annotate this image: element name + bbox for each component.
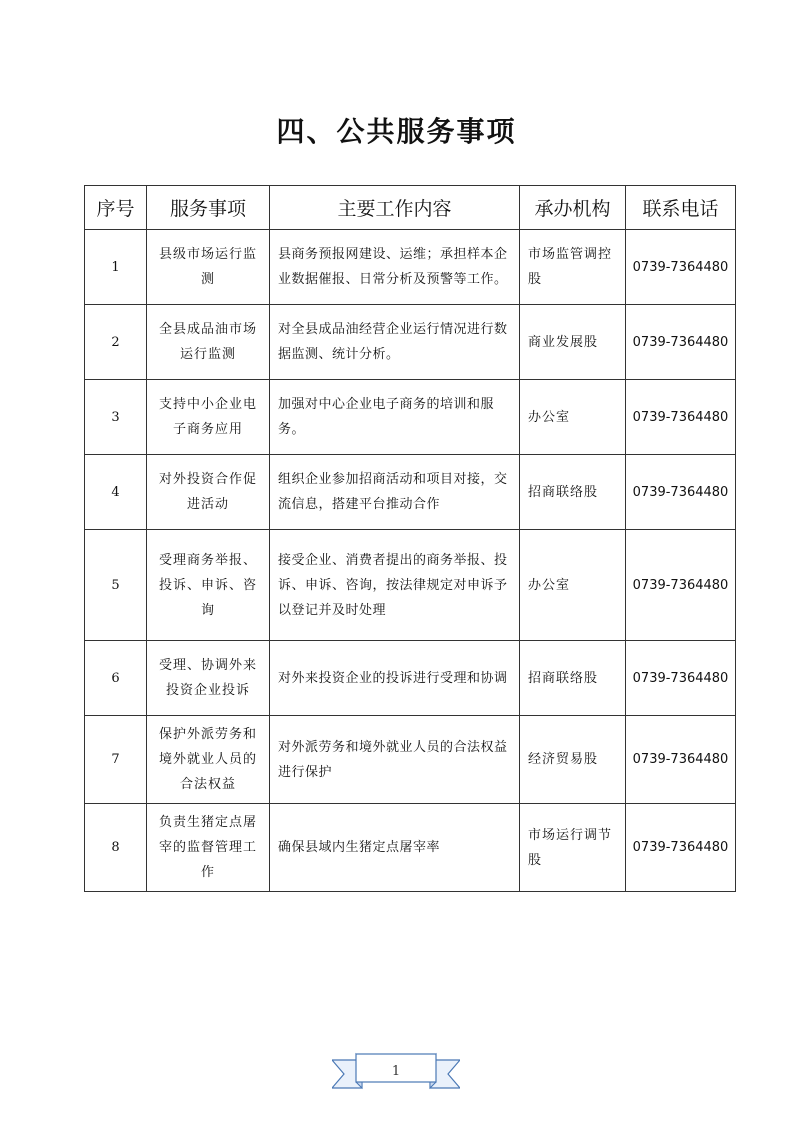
row-content: 确保县域内生猪定点屠宰率 — [270, 804, 520, 892]
row-index: 8 — [85, 804, 147, 892]
row-index: 5 — [85, 530, 147, 641]
row-content: 组织企业参加招商活动和项目对接，交流信息，搭建平台推动合作 — [270, 455, 520, 530]
row-content: 对全县成品油经营企业运行情况进行数据监测、统计分析。 — [270, 305, 520, 380]
row-content: 接受企业、消费者提出的商务举报、投诉、申诉、咨询，按法律规定对申诉予以登记并及时处理 — [270, 530, 520, 641]
row-content: 对外派劳务和境外就业人员的合法权益进行保护 — [270, 716, 520, 804]
row-phone: 0739-7364480 — [626, 230, 736, 305]
row-organization: 商业发展股 — [520, 305, 626, 380]
row-content: 对外来投资企业的投诉进行受理和协调 — [270, 641, 520, 716]
row-service-item: 受理商务举报、投诉、申诉、咨询 — [147, 530, 270, 641]
row-service-item: 受理、协调外来投资企业投诉 — [147, 641, 270, 716]
row-organization: 经济贸易股 — [520, 716, 626, 804]
row-service-item: 对外投资合作促进活动 — [147, 455, 270, 530]
row-index: 2 — [85, 305, 147, 380]
row-phone: 0739-7364480 — [626, 305, 736, 380]
row-organization: 办公室 — [520, 530, 626, 641]
page-number-ribbon — [332, 1052, 460, 1096]
header-service-item: 服务事项 — [147, 186, 270, 230]
service-table — [84, 185, 736, 892]
table-row — [85, 804, 736, 892]
table-row — [85, 641, 736, 716]
row-phone: 0739-7364480 — [626, 530, 736, 641]
header-organization: 承办机构 — [520, 186, 626, 230]
row-index: 3 — [85, 380, 147, 455]
row-phone: 0739-7364480 — [626, 804, 736, 892]
table-row — [85, 305, 736, 380]
table-row — [85, 455, 736, 530]
row-phone: 0739-7364480 — [626, 641, 736, 716]
row-service-item: 县级市场运行监测 — [147, 230, 270, 305]
row-service-item: 支持中小企业电子商务应用 — [147, 380, 270, 455]
row-phone: 0739-7364480 — [626, 380, 736, 455]
table-header-row — [85, 186, 736, 230]
header-phone: 联系电话 — [626, 186, 736, 230]
row-service-item: 负责生猪定点屠宰的监督管理工作 — [147, 804, 270, 892]
row-content: 县商务预报网建设、运维；承担样本企业数据催报、日常分析及预警等工作。 — [270, 230, 520, 305]
row-organization: 招商联络股 — [520, 641, 626, 716]
page-number: 1 — [391, 1064, 401, 1079]
row-index: 1 — [85, 230, 147, 305]
row-index: 6 — [85, 641, 147, 716]
table-row — [85, 380, 736, 455]
row-content: 加强对中心企业电子商务的培训和服务。 — [270, 380, 520, 455]
row-phone: 0739-7364480 — [626, 455, 736, 530]
row-organization: 办公室 — [520, 380, 626, 455]
table-row — [85, 530, 736, 641]
table-row — [85, 716, 736, 804]
table-row — [85, 230, 736, 305]
header-index: 序号 — [85, 186, 147, 230]
row-index: 7 — [85, 716, 147, 804]
row-organization: 招商联络股 — [520, 455, 626, 530]
row-organization: 市场运行调节股 — [520, 804, 626, 892]
row-phone: 0739-7364480 — [626, 716, 736, 804]
row-service-item: 全县成品油市场运行监测 — [147, 305, 270, 380]
row-service-item: 保护外派劳务和境外就业人员的合法权益 — [147, 716, 270, 804]
row-organization: 市场监管调控股 — [520, 230, 626, 305]
header-main-content: 主要工作内容 — [270, 186, 520, 230]
row-index: 4 — [85, 455, 147, 530]
page-title: 四、公共服务事项 — [276, 115, 517, 148]
